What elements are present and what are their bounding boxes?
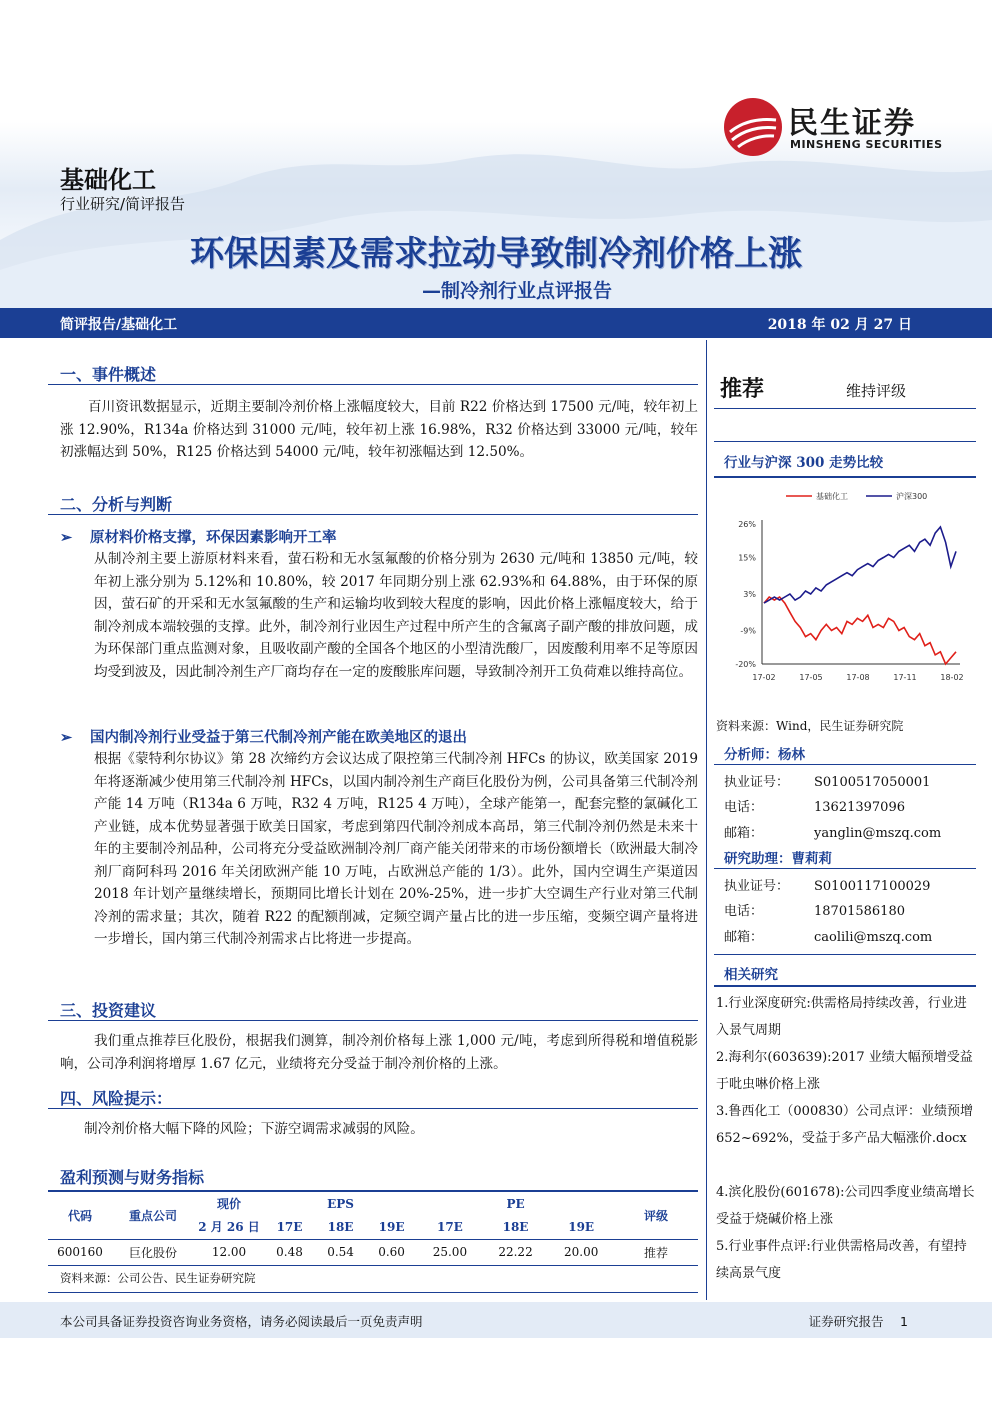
cell-eps: 0.54 [315,1239,366,1265]
report-type: 行业研究/简评报告 [60,195,186,213]
arrow-bullet-icon: ➢ [60,529,73,546]
bullet-2-title: 国内制冷剂行业受益于第三代制冷剂产能在欧美地区的退出 [90,729,467,746]
cell-code: 600160 [48,1239,112,1265]
cell-pe: 20.00 [548,1239,614,1265]
brand-logo-icon [722,96,784,158]
chart-x-tick-label: 18-02 [940,673,964,682]
bullet-2-text: 根据《蒙特利尔协议》第 28 次缔约方会议达成了限控第三代制冷剂 HFCs 的协议，欧美国家 2019 年将逐渐减少使用第三代制冷剂 HFCs，以国内制冷剂生产商巨化股份为例，公司具备第三代制冷剂产能 14 万吨（R134a 6 万吨，R32 4 万吨，R125 4 万吨），全球产能第一，配套完整的氯碱化工产业链，成本优势显著强于欧美日国家，考虑到第四代制冷剂成本高昂，第三代制冷剂仍然是未来十年的主要制冷剂品种，公司将充分受益欧洲制冷剂厂商产能关闭带来的市场份额增长（欧洲最大制冷剂厂商阿科玛 2016 年关闭欧洲产能 10 万吨，占欧洲总产能的 1/3）。此外，国内空调生产渠道因 2018 年计划产量继续增长，预期同比增长计划在 20%-25%，进一步扩大空调生产行业对第三代制冷剂的需求量；其次，随着 R22 的配额削减，定频空调产量占比的进一步压缩，变频空调产量将进一步增长，国内第三代制冷剂需求占比将进一步提高。 [94,751,698,947]
chart-y-tick-label: 15% [738,553,756,563]
bullet-2 [60,726,467,747]
bullet-1 [60,526,337,547]
assistant-rule [714,868,976,869]
chart-y-tick-label: -9% [740,626,756,636]
footer-disclaimer[interactable]: 本公司具备证券投资咨询业务资格，请务必阅读最后一页免责声明 [60,1314,423,1329]
chart-legend-label: 沪深300 [896,492,928,501]
col-year: 17E [276,1219,303,1234]
rating-label: 推荐 [720,377,765,402]
industry-label: 基础化工 [60,166,156,194]
bullet-1-title: 原材料价格支撑，环保因素影响开工率 [90,529,337,546]
chart-title-rule [714,476,976,478]
col-code: 代码 [48,1191,112,1239]
col-year: 17E [436,1219,463,1234]
section-4-rule [48,1108,698,1109]
chart-series-line-industry [764,597,956,664]
brand-logo [722,96,962,158]
title-bar [0,308,992,338]
cell-pe: 22.22 [483,1239,549,1265]
assistant-email: 邮箱： caolili@mszq.com [724,930,933,945]
col-year: 18E [327,1219,354,1234]
section-1-text: 百川资讯数据显示，近期主要制冷剂价格上涨幅度较大，目前 R22 价格达到 17500 元/吨，较年初上涨 12.90%，R134a 价格达到 31000 元/吨，较年初上涨 16.98%，R32 价格达到 33000 元/吨，较年初涨幅达到 50%，R125 价格达到 54000 元/吨，较年初涨幅达到 12.50%。 [60,399,698,460]
trend-chart-svg [714,484,976,710]
col-price-date: 2 月 26 日 [198,1220,260,1235]
analyst-phone: 电话： 13621397096 [724,800,905,815]
section-3-rule [48,1020,698,1021]
report-title: 环保因素及需求拉动导致制冷剂价格上涨 [190,234,802,274]
col-price: 现价 [194,1191,264,1215]
section-4-text: 制冷剂价格大幅下降的风险；下游空调需求减弱的风险。 [84,1121,424,1137]
financial-table-title: 盈利预测与财务指标 [60,1168,205,1187]
chart-y-tick-label: -20% [735,660,756,669]
financial-source: 资料来源：公司公告、民生证券研究院 [60,1271,256,1285]
col-rating: 评级 [614,1191,698,1239]
section-1-title: 一、事件概述 [60,365,157,384]
analyst-title: 分析师：杨林 [724,747,805,763]
analyst-email: 邮箱： yanglin@mszq.com [724,826,942,841]
chart-x-tick-label: 17-08 [846,673,870,682]
related-item[interactable]: 2.海利尔(603639):2017 业绩大幅预增受益于吡虫啉价格上涨 [716,1050,973,1092]
financial-table [48,1190,698,1266]
assistant-license: 执业证号： S0100117100029 [724,879,931,894]
financial-bottom-rule [48,1292,698,1293]
section-2-rule [48,514,698,515]
col-year: 19E [568,1219,595,1234]
chart-legend-label: 基础化工 [816,492,848,501]
assistant-title: 研究助理：曹莉莉 [724,851,832,867]
chart-y-tick-label: 26% [738,520,756,529]
arrow-bullet-icon: ➢ [60,729,73,746]
chart-title: 行业与沪深 300 走势比较 [724,455,884,471]
analyst-rule [714,764,976,765]
column-divider [706,340,707,1300]
chart-x-tick-label: 17-02 [752,673,776,682]
cell-company: 巨化股份 [112,1239,194,1265]
col-year: 19E [378,1219,405,1234]
chart-y-tick-label: 3% [743,590,756,599]
page-footer [0,1302,992,1338]
related-title: 相关研究 [724,967,778,983]
bullet-1-text: 从制冷剂主要上游原材料来看，萤石粉和无水氢氟酸的价格分别为 2630 元/吨和 13850 元/吨，较年初上涨分别为 5.12%和 10.80%，较 2017 年同期分别上涨 62.93%和 64.88%，由于环保的原因，萤石矿的开采和无水氢氟酸的生产和运输均收到较大程度的影响，因此价格上涨幅度较大，给于制冷剂成本端较强的支撑。此外，制冷剂行业因生产过程中所产生的含氟离子副产酸的排放问题，成为环保部门重点监测对象，且吸收副产酸的全国各个地区的小型清洗酸厂，因废酸利用率不足等原因均受到波及，因此制冷剂生产厂商均存在一定的废酸胀库问题，导致制冷剂开工负荷难以维持高位。 [94,551,698,680]
report-date: 2018 年 02 月 27 日 [767,317,912,333]
rating-rule [714,408,976,409]
related-item[interactable]: 5.行业事件点评:行业供需格局改善，有望持续高景气度 [716,1239,967,1281]
chart-x-tick-label: 17-05 [799,673,823,682]
chart-series-line-hs300 [764,527,956,603]
section-4-title: 四、风险提示： [60,1089,173,1108]
cell-price: 12.00 [194,1239,264,1265]
report-subtitle: —制冷剂行业点评报告 [422,280,613,302]
related-item[interactable]: 3.鲁西化工（000830）公司点评：业绩预增 652~692%，受益于多产品大幅涨价.docx [716,1104,974,1146]
section-1-rule [48,384,698,385]
related-item[interactable]: 4.滨化股份(601678):公司四季度业绩高增长受益于烧碱价格上涨 [716,1185,975,1227]
assistant-phone: 电话： 18701586180 [724,904,905,919]
cell-eps: 0.48 [264,1239,315,1265]
section-2-title: 二、分析与判断 [60,495,173,514]
chart-title-rule-top [714,441,976,442]
chart-x-tick-label: 17-11 [893,673,917,682]
col-pe: PE [417,1191,614,1215]
col-eps: EPS [264,1191,417,1215]
section-3-title: 三、投资建议 [60,1001,157,1020]
brand-name-cn: 民生证券 [788,106,916,141]
col-year: 18E [502,1219,529,1234]
table-row [48,1239,698,1265]
footer-page-info: 证券研究报告 1 [808,1314,908,1329]
analyst-license: 执业证号： S0100517050001 [724,775,931,790]
rating-value: 维持评级 [846,382,907,400]
brand-name-en: MINSHENG SECURITIES [790,138,943,151]
related-item[interactable]: 1.行业深度研究:供需格局持续改善，行业进入景气周期 [716,996,967,1038]
chart-source: 资料来源：Wind，民生证券研究院 [716,719,904,733]
bar-category: 简评报告/基础化工 [60,317,178,333]
related-rule-top [714,954,976,955]
related-rule [714,985,976,987]
cell-rating: 推荐 [614,1239,698,1265]
cell-pe: 25.00 [417,1239,483,1265]
col-company: 重点公司 [112,1191,194,1239]
trend-chart [714,484,976,710]
section-3-text: 我们重点推荐巨化股份，根据我们测算，制冷剂价格每上涨 1,000 元/吨，考虑到所得税和增值税影响，公司净利润将增厚 1.67 亿元，业绩将充分受益于制冷剂价格的上涨。 [60,1033,698,1072]
cell-eps: 0.60 [366,1239,417,1265]
